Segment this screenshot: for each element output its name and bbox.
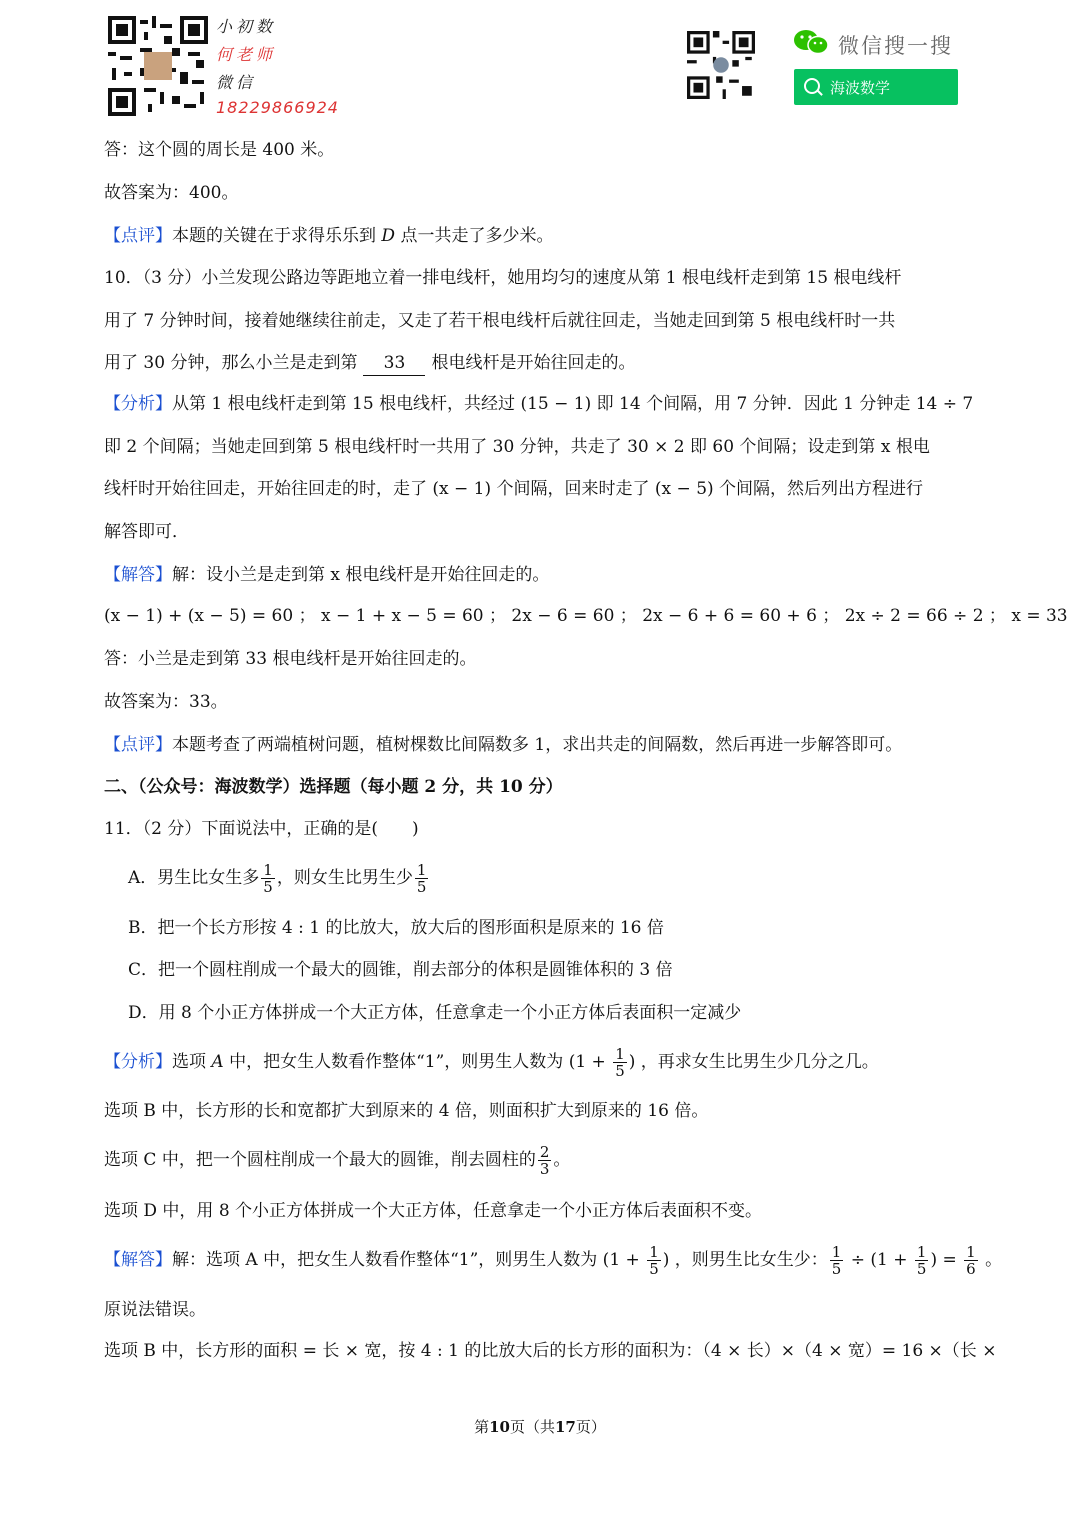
fraction-one-fifth: $\frac{1}{5}$ xyxy=(649,1243,659,1278)
option-b: B．把一个长方形按 4 : 1 的比放大，放大后的图形面积是原来的 16 倍 xyxy=(128,918,664,938)
footer-text-b: 页（共 xyxy=(509,1418,555,1436)
analysis-2-text-3b: 。 xyxy=(553,1150,571,1170)
analysis-2-text-a: 选项 xyxy=(172,1052,212,1072)
solution-2-text-c: ÷ (1 + xyxy=(845,1250,913,1270)
review-line-2 xyxy=(104,733,902,757)
footer-text-c: 页） xyxy=(575,1418,606,1436)
option-c: C．把一个圆柱削成一个最大的圆锥，削去部分的体积是圆锥体积的 3 倍 xyxy=(128,960,673,980)
page-total: 17 xyxy=(555,1418,576,1436)
fraction-one-fifth: $\frac{1}{5}$ xyxy=(263,861,273,896)
solution-tag: 【解答】 xyxy=(104,565,172,585)
fraction-one-fifth: $\frac{1}{5}$ xyxy=(615,1045,625,1080)
review-tag: 【点评】 xyxy=(104,226,172,246)
fraction-one-fifth: $\frac{1}{5}$ xyxy=(416,861,427,896)
page-number: 10 xyxy=(489,1418,510,1436)
analysis-line-4: 解答即可． xyxy=(104,522,189,542)
solution-2-text-b: ) ，则男生比女生少： xyxy=(662,1250,828,1270)
page-header xyxy=(0,0,1080,130)
question-10-line-1: 10．（3 分）小兰发现公路边等距地立着一排电线杆，她用均匀的速度从第 1 根电线杆走到第 15 根电线杆 xyxy=(104,268,902,288)
option-a-text-1: A．男生比女生多 xyxy=(128,868,260,888)
solution-line-1 xyxy=(104,563,549,587)
option-d: D．用 8 个小正方体拼成一个大正方体，任意拿走一个小正方体后表面积一定减少 xyxy=(128,1003,742,1023)
search-keyword: 海波数学 xyxy=(830,79,891,97)
review-text-b: 点一共走了多少米。 xyxy=(395,226,554,246)
qr-code-left xyxy=(108,16,208,116)
handwriting-line-1: 小初数 xyxy=(216,17,277,36)
solution-2-line-1 xyxy=(104,1240,1002,1280)
section-2-heading: 二、（公众号：海波数学）选择题（每小题 2 分，共 10 分） xyxy=(104,777,563,797)
review-text-a: 本题的关键在于求得乐乐到 xyxy=(172,226,382,246)
solution-2-line-2: 原说法错误。 xyxy=(104,1300,206,1320)
review-line xyxy=(104,224,553,248)
option-a-text-2: ，则女生比男生少 xyxy=(276,868,413,888)
question-10-line-3 xyxy=(104,351,635,376)
question-11: 11．（2 分）下面说法中，正确的是( ) xyxy=(104,819,419,839)
review-text-2: 本题考查了两端植树问题，植树棵数比间隔数多 1，求出共走的间隔数，然后再进一步解答即可。 xyxy=(172,735,903,755)
solution-tag-2: 【解答】 xyxy=(104,1250,172,1270)
analysis-2-line-1 xyxy=(104,1042,879,1082)
solution-final: 故答案为：33。 xyxy=(104,692,228,712)
answer-line: 答：这个圆的周长是 400 米。 xyxy=(104,140,335,160)
fraction-one-sixth: $\frac{1}{6}$ xyxy=(966,1243,976,1278)
wechat-search-logo-icon xyxy=(792,28,832,56)
analysis-tag: 【分析】 xyxy=(104,394,172,414)
analysis-2-line-3 xyxy=(104,1140,570,1180)
solution-2-text-e: 。 xyxy=(979,1250,1003,1270)
handwriting-phone: 18229866924 xyxy=(216,98,339,117)
option-a xyxy=(128,858,430,898)
solution-equations: (x − 1) + (x − 5) = 60 ； x − 1 + x − 5 = 60 ； 2x − 6 = 60 ； 2x − 6 + 6 = 60 + 6 ； 2x ÷ 2 = 66 ÷ 2 ； x = 33 xyxy=(104,606,1068,626)
answer-final: 故答案为：400。 xyxy=(104,183,239,203)
analysis-2-text-b: 中，把女生人数看作整体“1”，则男生人数为 (1 + xyxy=(223,1052,612,1072)
review-tag-2: 【点评】 xyxy=(104,735,172,755)
analysis-2-text-c: ) ，再求女生比男生少几分之几。 xyxy=(628,1052,879,1072)
q10-text-b: 根电线杆是开始往回走的。 xyxy=(431,353,636,373)
fraction-two-thirds: $\frac{2}{3}$ xyxy=(539,1143,550,1178)
point-d: D xyxy=(381,226,396,246)
analysis-line-3: 线杆时开始往回走，开始往回走的时，走了 (x − 1) 个间隔，回来时走了 (x − 5) 个间隔，然后列出方程进行 xyxy=(104,479,924,499)
handwriting-line-2: 何老师 xyxy=(216,45,277,64)
fraction-one-fifth: $\frac{1}{5}$ xyxy=(831,1243,842,1278)
page-footer xyxy=(0,1416,1080,1437)
handwriting-line-3: 微信 xyxy=(216,73,257,92)
q10-text-a: 用了 30 分钟，那么小兰是走到第 xyxy=(104,353,358,373)
analysis-line-2: 即 2 个间隔；当她走回到第 5 根电线杆时一共用了 30 分钟，共走了 30 × 2 即 60 个间隔；设走到第 x 根电 xyxy=(104,437,930,457)
var-a: A xyxy=(211,1052,224,1072)
solution-answer: 答：小兰是走到第 33 根电线杆是开始往回走的。 xyxy=(104,649,477,669)
analysis-tag-2: 【分析】 xyxy=(104,1052,172,1072)
solution-2-line-3: 选项 B 中，长方形的面积 = 长 × 宽，按 4 : 1 的比放大后的长方形的面积为：（4 × 长）×（4 × 宽）= 16 ×（长 × xyxy=(104,1341,997,1361)
search-icon xyxy=(804,78,820,94)
analysis-text-1: 从第 1 根电线杆走到第 15 根电线杆，共经过 (15 − 1) 即 14 个间隔，用 7 分钟．因此 1 分钟走 14 ÷ 7 xyxy=(172,394,974,414)
analysis-2-line-4: 选项 D 中，用 8 个小正方体拼成一个大正方体，任意拿走一个小正方体后表面积不变。 xyxy=(104,1201,763,1221)
fraction-one-fifth: $\frac{1}{5}$ xyxy=(916,1243,927,1278)
wechat-search-title: 微信搜一搜 xyxy=(838,34,953,58)
analysis-2-line-2: 选项 B 中，长方形的长和宽都扩大到原来的 4 倍，则面积扩大到原来的 16 倍。 xyxy=(104,1101,709,1121)
solution-2-text-a: 解：选项 A 中，把女生人数看作整体“1”，则男生人数为 (1 + xyxy=(172,1250,646,1270)
question-10-line-2: 用了 7 分钟时间，接着她继续往前走，又走了若干根电线杆后就往回走，当她走回到第 5 根电线杆时一共 xyxy=(104,311,896,331)
solution-text-1: 解：设小兰是走到第 x 根电线杆是开始往回走的。 xyxy=(172,565,550,585)
wechat-search-box[interactable] xyxy=(794,69,958,105)
q10-answer-blank: 33 xyxy=(363,351,425,376)
footer-text-a: 第 xyxy=(474,1418,490,1436)
analysis-line-1 xyxy=(104,392,973,416)
solution-2-text-d: ) = xyxy=(930,1250,963,1270)
qr-code-right xyxy=(687,31,755,99)
analysis-2-text-3a: 选项 C 中，把一个圆柱削成一个最大的圆锥，削去圆柱的 xyxy=(104,1150,536,1170)
